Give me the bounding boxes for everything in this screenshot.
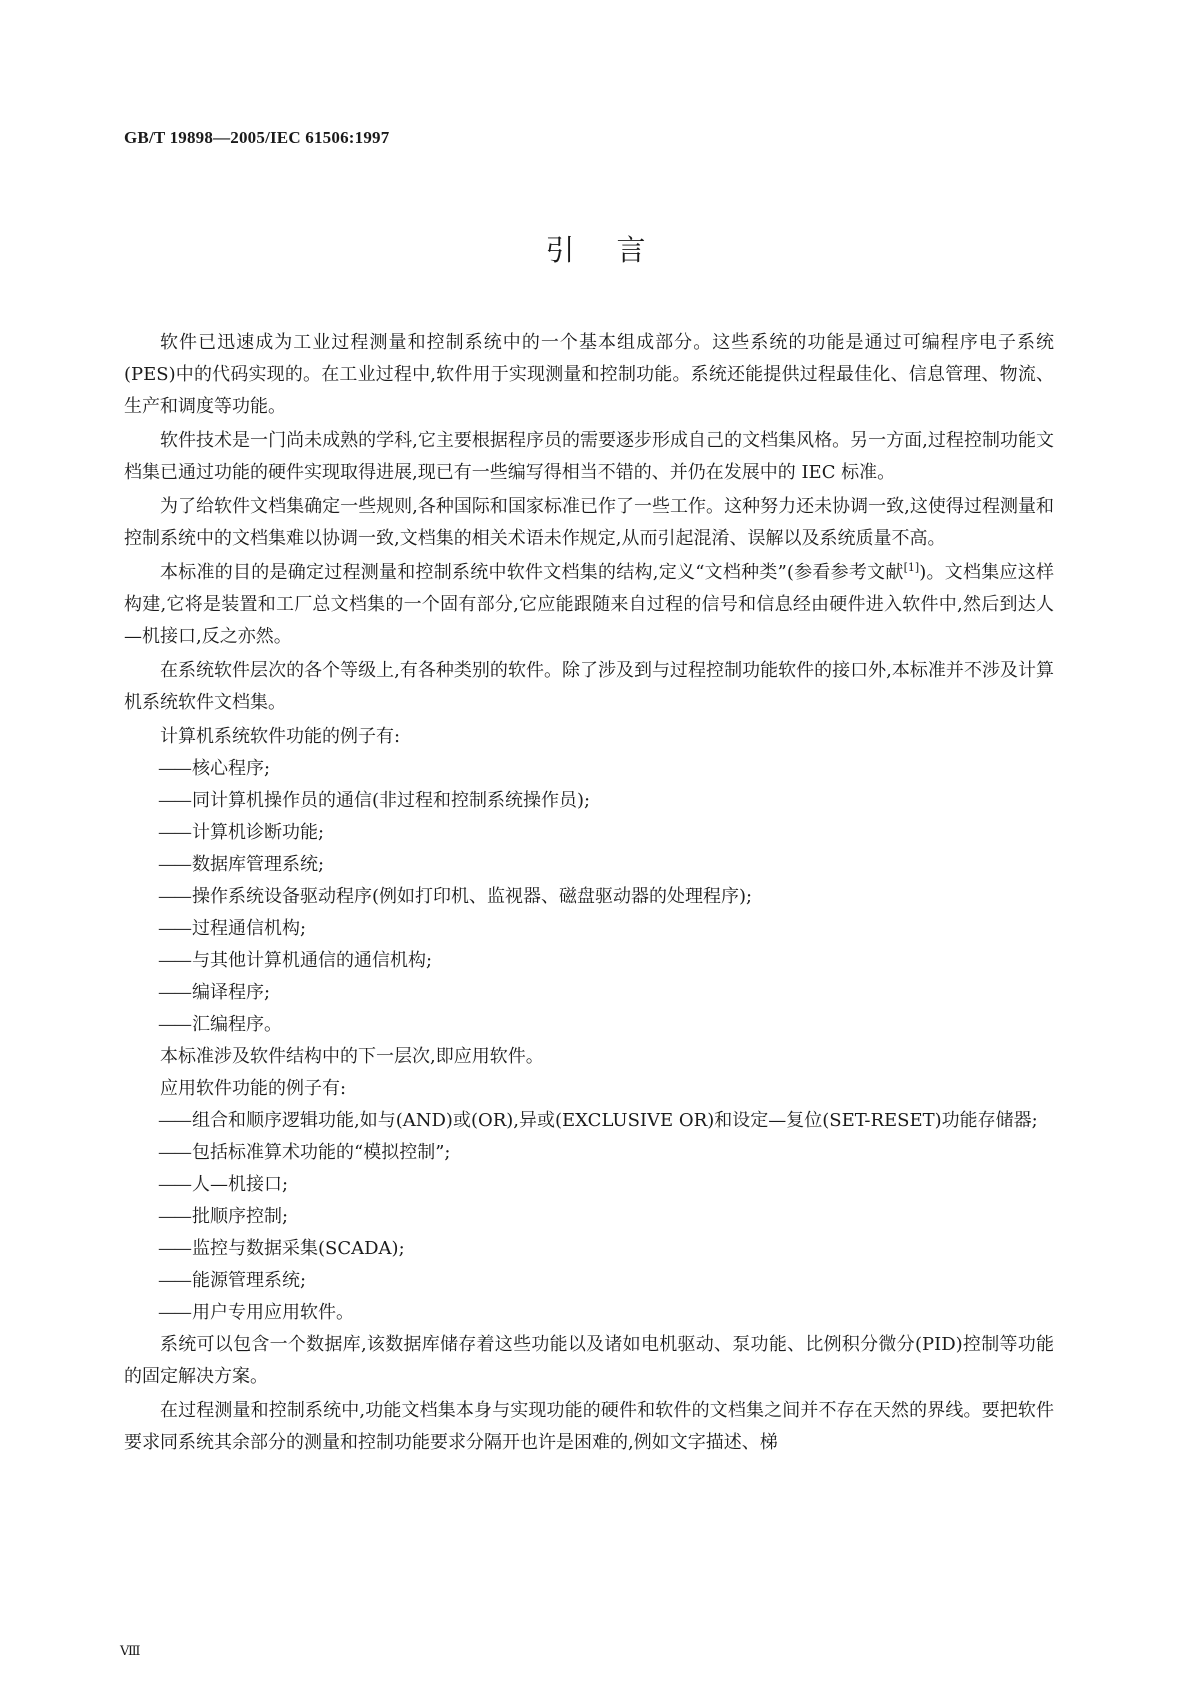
application-software-item: —— 用户专用应用软件。 <box>124 1297 1054 1329</box>
page-number: Ⅷ <box>120 1644 141 1659</box>
application-software-list <box>124 1105 1054 1329</box>
page-title: 引言 <box>545 233 688 267</box>
application-software-intro: 应用软件功能的例子有: <box>160 1078 347 1099</box>
paragraph-4 <box>124 557 1054 653</box>
system-software-item: —— 过程通信机构; <box>124 913 1054 945</box>
paragraph-2: 软件技术是一门尚未成熟的学科,它主要根据程序员的需要逐步形成自己的文档集风格。另一方面,过程控制功能文档集已通过功能的硬件实现取得进展,现已有一些编写得相当不错的、并仍在发展中的 IEC 标准。 <box>124 430 1054 483</box>
application-software-item: —— 组合和顺序逻辑功能,如与(AND)或(OR),异或(EXCLUSIVE OR)和设定—复位(SET-RESET)功能存储器; <box>124 1105 1054 1137</box>
paragraph-3: 为了给软件文档集确定一些规则,各种国际和国家标准已作了一些工作。这种努力还未协调一致,这使得过程测量和控制系统中的文档集难以协调一致,文档集的相关术语未作规定,从而引起混淆、误解以及系统质量不高。 <box>124 496 1054 549</box>
system-software-item: —— 编译程序; <box>124 977 1054 1009</box>
application-software-item: —— 能源管理系统; <box>124 1265 1054 1297</box>
reference-mark: [1] <box>903 561 920 574</box>
system-software-item: —— 核心程序; <box>124 753 1054 785</box>
system-software-list <box>124 753 1054 1041</box>
system-software-item: —— 操作系统设备驱动程序(例如打印机、监视器、磁盘驱动器的处理程序); <box>124 881 1054 913</box>
system-software-intro: 计算机系统软件功能的例子有: <box>160 726 401 747</box>
system-software-item: —— 与其他计算机通信的通信机构; <box>124 945 1054 977</box>
body-content <box>124 327 1054 1461</box>
standard-code: GB/T 19898—2005/IEC 61506:1997 <box>124 128 390 147</box>
system-software-item: —— 数据库管理系统; <box>124 849 1054 881</box>
application-software-item: —— 监控与数据采集(SCADA); <box>124 1233 1054 1265</box>
paragraph-6: 本标准涉及软件结构中的下一层次,即应用软件。 <box>160 1046 544 1067</box>
paragraph-7: 系统可以包含一个数据库,该数据库储存着这些功能以及诸如电机驱动、泵功能、比例积分微分(PID)控制等功能的固定解决方案。 <box>124 1334 1054 1387</box>
paragraph-1: 软件已迅速成为工业过程测量和控制系统中的一个基本组成部分。这些系统的功能是通过可编程序电子系统(PES)中的代码实现的。在工业过程中,软件用于实现测量和控制功能。系统还能提供过程最佳化、信息管理、物流、生产和调度等功能。 <box>124 332 1054 417</box>
system-software-item: —— 计算机诊断功能; <box>124 817 1054 849</box>
application-software-item: —— 批顺序控制; <box>124 1201 1054 1233</box>
paragraph-4-part-b: )。文档集应这样构建,它将是装置和工厂总文档集的一个固有部分,它应能跟随来自过程的信号和信息经由硬件进入软件中,然后到达人—机接口,反之亦然。 <box>124 562 1054 647</box>
paragraph-8: 在过程测量和控制系统中,功能文档集本身与实现功能的硬件和软件的文档集之间并不存在天然的界线。要把软件要求同系统其余部分的测量和控制功能要求分隔开也许是困难的,例如文字描述、梯 <box>124 1400 1054 1453</box>
application-software-item: —— 人—机接口; <box>124 1169 1054 1201</box>
paragraph-4-part-a: 本标准的目的是确定过程测量和控制系统中软件文档集的结构,定义“文档种类”(参看参考文献 <box>160 562 904 583</box>
system-software-item: —— 同计算机操作员的通信(非过程和控制系统操作员); <box>124 785 1054 817</box>
system-software-item: —— 汇编程序。 <box>124 1009 1054 1041</box>
paragraph-5: 在系统软件层次的各个等级上,有各种类别的软件。除了涉及到与过程控制功能软件的接口外,本标准并不涉及计算机系统软件文档集。 <box>124 660 1054 713</box>
application-software-item: —— 包括标准算术功能的“模拟控制”; <box>124 1137 1054 1169</box>
